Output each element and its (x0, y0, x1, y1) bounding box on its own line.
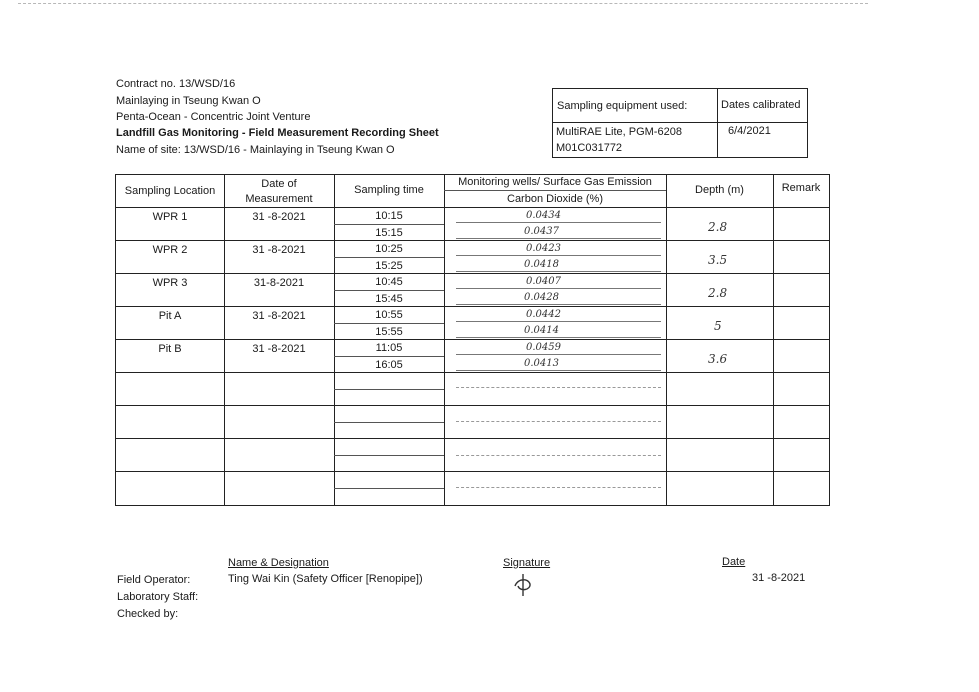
row-depth: 3.6 (708, 352, 728, 366)
field-operator-label: Field Operator: (117, 574, 191, 586)
row-time-1: 10:55 (375, 309, 403, 321)
row-location: WPR 3 (152, 277, 188, 289)
row-co2-2: 0.0437 (524, 226, 559, 237)
row-time-2: 15:15 (375, 227, 403, 239)
equipment-serial: M01C031772 (556, 142, 623, 154)
sign-date: 31 -8-2021 (752, 572, 806, 584)
scan-artifact-line (18, 3, 868, 4)
row-time-1: 11:05 (375, 342, 403, 354)
row-co2-2: 0.0413 (524, 358, 559, 369)
header-monitoring-wells: Monitoring wells/ Surface Gas Emission (458, 176, 652, 188)
header-sampling-time: Sampling time (354, 184, 424, 196)
dates-calibrated-label: Dates calibrated (721, 99, 801, 111)
header-sampling-location: Sampling Location (124, 185, 216, 197)
signature-heading: Signature (503, 557, 551, 569)
header-date-line1: Date of (261, 178, 297, 190)
row-co2-1: 0.0423 (526, 243, 561, 254)
row-depth: 5 (714, 319, 722, 333)
row-date: 31 -8-2021 (252, 343, 306, 355)
row-date: 31-8-2021 (253, 277, 305, 289)
row-date: 31 -8-2021 (252, 310, 306, 322)
row-depth: 3.5 (708, 253, 728, 267)
row-time-1: 10:45 (375, 276, 403, 288)
header-remark: Remark (781, 182, 821, 194)
row-date: 31 -8-2021 (252, 211, 306, 223)
checked-by-label: Checked by: (117, 608, 179, 620)
contractor-name: Penta-Ocean - Concentric Joint Venture (116, 111, 311, 123)
row-time-2: 16:05 (375, 359, 403, 371)
header-date-line2: Measurement (245, 193, 313, 205)
row-location: WPR 2 (152, 244, 188, 256)
handwritten-signature-icon (510, 572, 536, 598)
header-carbon-dioxide: Carbon Dioxide (%) (507, 193, 603, 205)
measurement-table (115, 174, 830, 506)
header-depth: Depth (m) (695, 184, 744, 196)
equipment-label: Sampling equipment used: (557, 100, 688, 112)
field-operator-name: Ting Wai Kin (Safety Officer [Renopipe]) (228, 573, 423, 585)
row-date: 31 -8-2021 (252, 244, 306, 256)
row-co2-1: 0.0407 (526, 276, 561, 287)
row-co2-1: 0.0442 (526, 309, 561, 320)
name-designation-heading: Name & Designation (228, 557, 329, 569)
row-time-2: 15:45 (375, 293, 403, 305)
row-depth: 2.8 (708, 220, 728, 234)
laboratory-staff-label: Laboratory Staff: (117, 591, 199, 603)
row-time-2: 15:25 (375, 260, 403, 272)
row-location: Pit A (158, 310, 182, 322)
row-co2-1: 0.0434 (526, 210, 561, 221)
row-time-1: 10:25 (375, 243, 403, 255)
row-depth: 2.8 (708, 286, 728, 300)
row-location: WPR 1 (152, 211, 188, 223)
sheet-title: Landfill Gas Monitoring - Field Measurement Recording Sheet (116, 127, 439, 139)
date-heading: Date (722, 556, 746, 568)
row-time-2: 15:55 (375, 326, 403, 338)
equipment-model: MultiRAE Lite, PGM-6208 (556, 126, 682, 138)
row-time-1: 10:15 (375, 210, 403, 222)
site-name: Name of site: 13/WSD/16 - Mainlaying in Tseung Kwan O (116, 144, 395, 156)
project-name: Mainlaying in Tseung Kwan O (116, 95, 261, 107)
row-co2-1: 0.0459 (526, 342, 561, 353)
equipment-box (552, 88, 808, 158)
calibration-date: 6/4/2021 (728, 125, 771, 137)
row-co2-2: 0.0418 (524, 259, 559, 270)
contract-number: Contract no. 13/WSD/16 (116, 78, 236, 90)
row-co2-2: 0.0428 (524, 292, 559, 303)
row-co2-2: 0.0414 (524, 325, 559, 336)
row-location: Pit B (158, 343, 182, 355)
